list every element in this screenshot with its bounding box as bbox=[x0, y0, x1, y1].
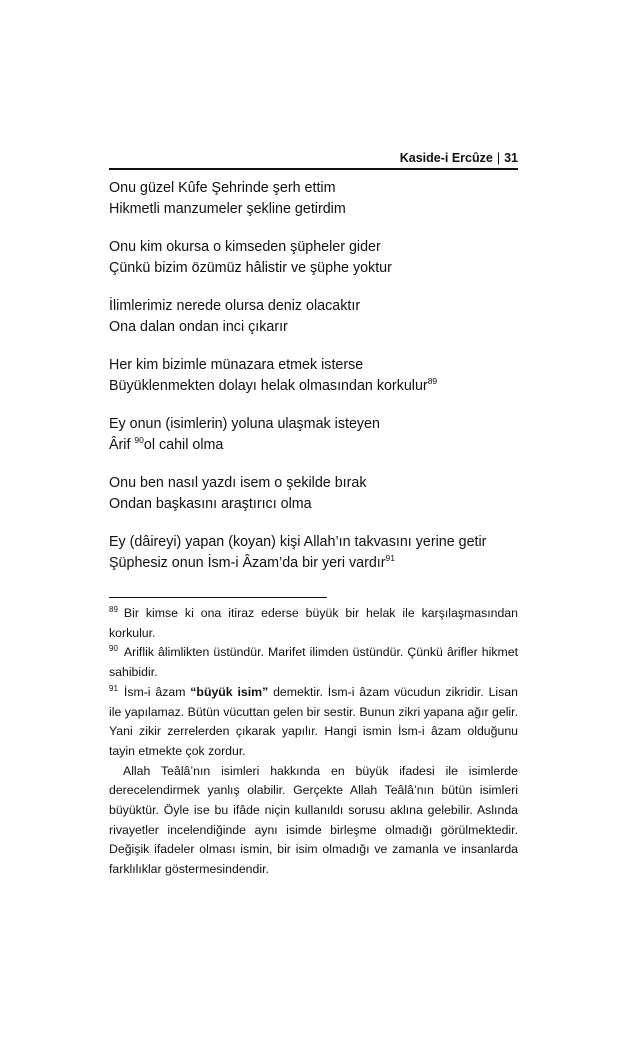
stanza bbox=[109, 237, 518, 278]
footnote-text: Bir kimse ki ona itiraz ederse büyük bir helak ile karşılaşmasından korkulur. bbox=[109, 606, 518, 640]
footnote-rule bbox=[109, 597, 327, 598]
footnote-91 bbox=[109, 683, 518, 762]
footnote-90 bbox=[109, 643, 518, 682]
footnote-text: İsm-i âzam bbox=[123, 684, 191, 699]
verse-block bbox=[109, 178, 518, 591]
verse-text: Şüphesiz onun İsm-i Âzam’da bir yeri vardır bbox=[109, 554, 386, 571]
verse-line bbox=[109, 435, 518, 456]
footnote-ref[interactable]: 90 bbox=[134, 434, 144, 445]
footnote-number: 89 bbox=[109, 604, 118, 614]
header-separator: | bbox=[496, 151, 501, 165]
footnote-emphasis: “büyük isim” bbox=[190, 684, 269, 699]
verse-line: Onu ben nasıl yazdı isem o şekilde bırak bbox=[109, 475, 367, 491]
footnote-text: Ariflik âlimlikten üstündür. Marifet ilimden üstündür. Çünkü ârifler hikmet sahibidir. bbox=[109, 645, 518, 680]
verse-line: Ey onun (isimlerin) yoluna ulaşmak isteyen bbox=[109, 416, 380, 432]
stanza bbox=[109, 414, 518, 455]
verse-text: Büyüklenmekten dolayı helak olmasından korkulur bbox=[109, 377, 428, 394]
verse-line: Onu güzel Kûfe Şehrinde şerh ettim bbox=[109, 180, 336, 196]
verse-line: Hikmetli manzumeler şekline getirdim bbox=[109, 200, 346, 217]
footnote-89 bbox=[109, 604, 518, 643]
verse-line: Çünkü bizim özümüz hâlistir ve şüphe yoktur bbox=[109, 259, 392, 276]
verse-line: Her kim bizimle münazara etmek isterse bbox=[109, 357, 364, 373]
verse-line: İlimlerimiz nerede olursa deniz olacaktır bbox=[109, 298, 361, 314]
verse-line bbox=[109, 376, 518, 397]
header-rule bbox=[109, 168, 518, 170]
footnote-number: 91 bbox=[109, 683, 118, 693]
running-header bbox=[400, 151, 518, 165]
header-title: Kaside-i Ercûze bbox=[399, 151, 493, 165]
footnote-number: 90 bbox=[109, 644, 118, 654]
footnote-ref[interactable]: 89 bbox=[427, 375, 438, 386]
stanza bbox=[109, 355, 518, 396]
verse-text: ol cahil olma bbox=[143, 436, 224, 453]
stanza bbox=[109, 473, 518, 514]
verse-line: Ey (dâireyi) yapan (koyan) kişi Allah’ın takvasını yerine getir bbox=[109, 534, 487, 550]
page-number: 31 bbox=[504, 151, 518, 165]
stanza bbox=[109, 532, 518, 573]
verse-line: Onu kim okursa o kimseden şüpheler gider bbox=[109, 239, 381, 255]
verse-line: Ona dalan ondan inci çıkarır bbox=[109, 318, 288, 335]
verse-line: Ondan başkasını araştırıcı olma bbox=[109, 495, 312, 512]
stanza bbox=[109, 296, 518, 337]
stanza bbox=[109, 178, 518, 219]
verse-text: Ârif bbox=[109, 436, 135, 453]
footnote-ref[interactable]: 91 bbox=[385, 552, 395, 563]
verse-line bbox=[109, 553, 518, 574]
footnote-continuation: Allah Teâlâ’nın isimleri hakkında en büyük ifadesi ile isimlerde derecelendirmek yanlış olabilir. Gerçekte Allah Teâlâ’nın bütün isimleri büyüktür. Öyle ise bu ifâde niçin kullanıldı sorusu aklına gelebilir. Aslında rivayetler incelendiğinde aynı isimde birleşme olmadığı görülmektedir. Değişik ifadeler olması ismin, bir isim olmadığı ve zamanla ve insanlarda farklılıklar göstermesindendir. bbox=[109, 763, 518, 877]
footnote-text: demektir. İsm-i âzam vücudun zikridir. Lisan ile yapılamaz. Bütün vücuttan gelen bir sestir. Bunun zikri yapana ağır gelir. Yani zikir zerrelerden çıkarak yapılır. Hangi ismin İsm-i âzam olduğunu tayin etmekte çok zordur. bbox=[109, 684, 518, 758]
footnotes bbox=[109, 604, 518, 880]
